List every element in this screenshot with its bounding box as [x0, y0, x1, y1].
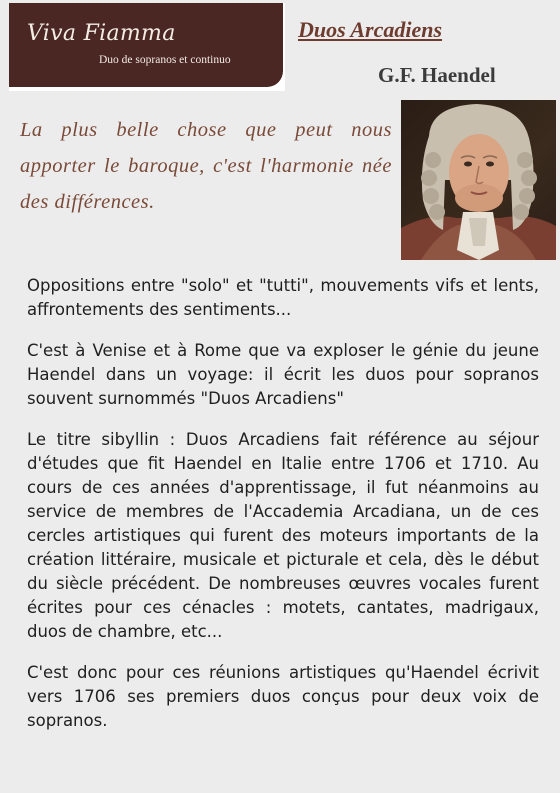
ensemble-tagline: Duo de sopranos et continuo [99, 54, 231, 66]
paragraph: Oppositions entre "solo" et "tutti", mouvements vifs et lents, affrontements des sentiments... [27, 276, 539, 319]
page-title: Duos Arcadiens [298, 17, 443, 42]
logo [9, 3, 285, 91]
paragraph: Le titre sibyllin : Duos Arcadiens fait référence au séjour d'études que fit Haendel en Italie entre 1706 et 1710. Au cours de ces années d'apprentissage, il fut néanmoins au service de membres de l'Accademia Arcadiana, un de ces cercles artistiques qui furent des moteurs importants de la création littéraire, musicale et picturale et cela, dès le début du siècle précédent. De nombreuses œuvres vocales furent écrites pour ces cénacles : motets, cantates, madrigaux, duos de chambre, etc... [27, 430, 539, 641]
paragraph: C'est donc pour ces réunions artistiques qu'Haendel écrivit vers 1706 ses premiers duos conçus pour deux voix de sopranos. [27, 663, 539, 730]
ensemble-name: Viva Fiamma [27, 21, 176, 46]
portrait-image [401, 100, 556, 260]
haendel-portrait-illustration [401, 100, 556, 260]
logo-banner [9, 3, 283, 87]
quote: La plus belle chose que peut nous apporter le baroque, c'est l'harmonie née des différences. [20, 119, 392, 213]
composer-name: G.F. Haendel [378, 63, 496, 87]
article-body [27, 274, 539, 750]
paragraph: C'est à Venise et à Rome que va exploser le génie du jeune Haendel dans un voyage: il écrit les duos pour sopranos souvent surnommés "Duos Arcadiens" [27, 341, 539, 408]
